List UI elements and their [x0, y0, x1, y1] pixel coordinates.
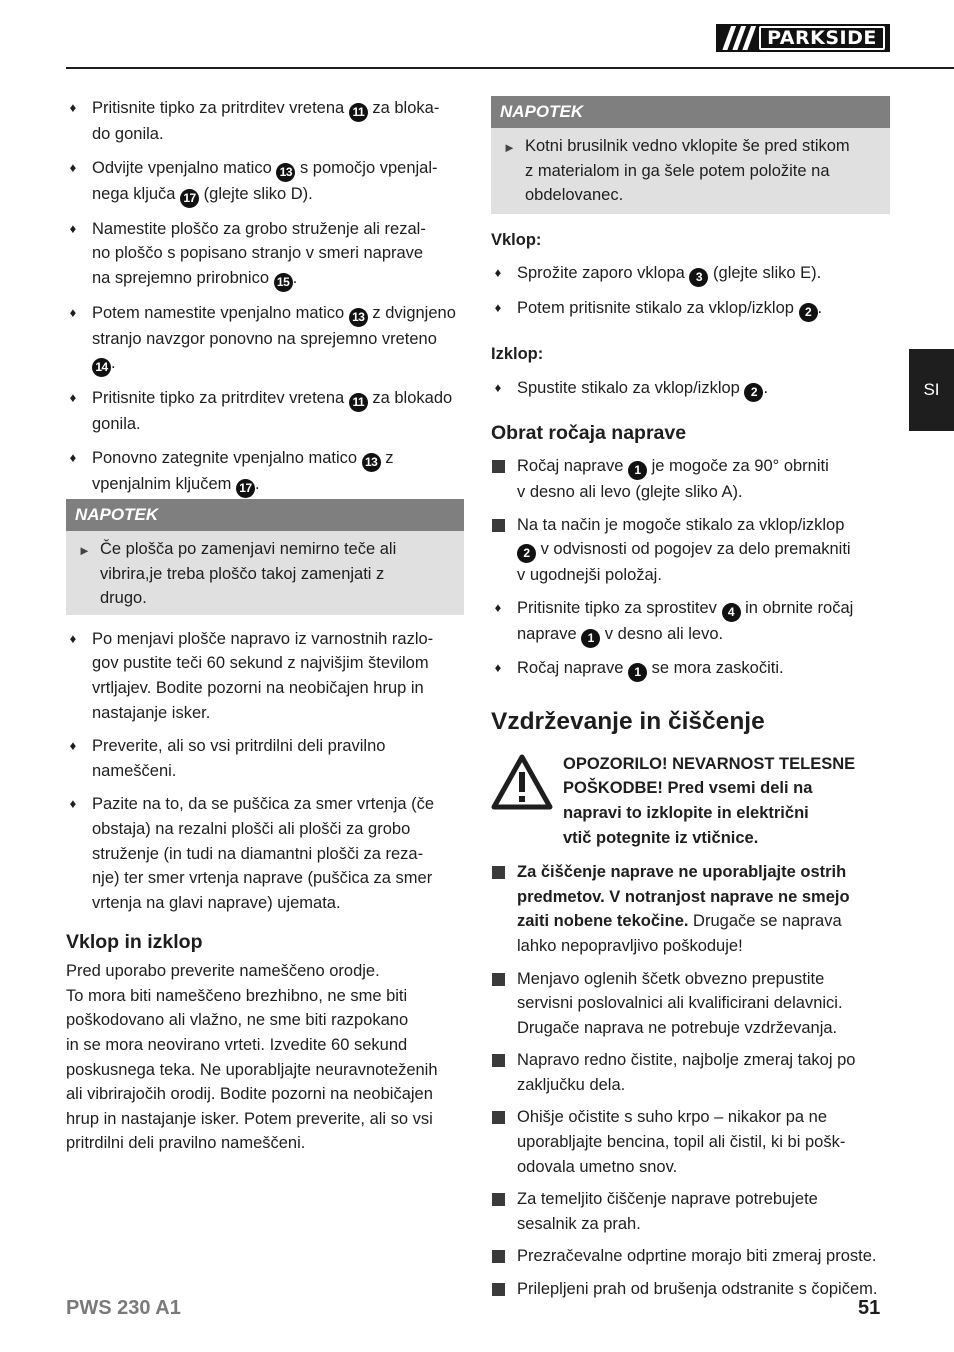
- list-item-text: [92, 386, 464, 437]
- list-item: [491, 1244, 890, 1269]
- section-paragraph: Pred uporabo preverite nameščeno orodje. To mora biti nameščeno brezhibno, ne sme biti poškodovano ali vlažno, ne sme biti razpokano in se mora neovirano vrteti. Izvedite 60 sekund poskusnega teka. Ne uporabljajte neuravnoteženih ali vibrirajočih orodij. Bodite pozorni na neobičajen hrup in nastajanje isker. Potem preverite, ali so vsi pritrdilni deli pravilno nameščeni.: [66, 962, 438, 1153]
- text-run: za blokado gonila.: [92, 389, 453, 434]
- text-run: Namestite ploščo za grobo struženje ali rezal- no ploščo s popisano stranjo v smeri naprave na sprejemno prirobnico: [92, 219, 426, 287]
- section-heading-vklop-izklop: Vklop in izklop: [66, 931, 203, 954]
- callout-number-icon: 14: [92, 358, 111, 377]
- list-item: [491, 596, 890, 648]
- list-item-text: [517, 1277, 890, 1302]
- list-item-text: [517, 376, 890, 402]
- diamond-bullet-icon: ♦: [69, 220, 77, 236]
- diamond-bullet-icon: ♦: [69, 796, 77, 812]
- list-item-text: [517, 296, 890, 322]
- text-run: .: [111, 354, 116, 373]
- text-run: Drugače se naprava lahko nepopravljivo poškoduje!: [517, 912, 842, 955]
- warning-block: [491, 752, 890, 850]
- label-izklop: Izklop:: [491, 345, 544, 364]
- left-bullet-list-2: [66, 627, 464, 916]
- text-run: Za temeljito čiščenje naprave potrebujete sesalnik za prah.: [517, 1190, 818, 1233]
- list-item: [66, 734, 464, 783]
- list-item-text: [92, 96, 464, 147]
- list-item: [491, 860, 890, 958]
- text-run: in obrnite ročaj naprave: [517, 598, 854, 643]
- list-item-text: [92, 627, 464, 725]
- list-item: [66, 217, 464, 292]
- maintenance-list: [491, 860, 890, 1302]
- diamond-bullet-icon: ♦: [494, 599, 502, 615]
- callout-number-icon: 3: [689, 268, 708, 287]
- text-run: je mogoče za 90° obrniti v desno ali levo (glejte sliko A).: [517, 456, 829, 501]
- callout-number-icon: 1: [628, 461, 647, 480]
- note-title: NAPOTEK: [66, 499, 464, 531]
- diamond-bullet-icon: ♦: [69, 100, 77, 115]
- text-run: Sprožite zaporo vklopa: [517, 264, 690, 283]
- list-item-text: [517, 596, 890, 648]
- text-run: Pazite na to, da se puščica za smer vrtenja (če obstaja) na rezalni plošči ali plošči za grobo struženje (in tudi na diamantni plošči za reza- nje) ter smer vrtenja naprave (puščica za smer vrtenja na glavi naprave) ujemata.: [92, 795, 435, 912]
- text-run: Pritisnite tipko za sprostitev: [517, 598, 722, 617]
- list-item: [66, 446, 464, 498]
- callout-number-icon: 2: [799, 303, 818, 322]
- text-run: (glejte sliko D).: [199, 184, 313, 203]
- list-item: [491, 1105, 890, 1179]
- list-item-text: [517, 513, 890, 588]
- language-tab-label: SI: [923, 380, 940, 399]
- warning-triangle-icon: [491, 754, 553, 810]
- callout-number-icon: 17: [236, 479, 255, 498]
- bold-text: Za čiščenje naprave ne uporabljajte ostrih predmetov. V notranjost naprave ne smejo zaiti nobene tekočine.: [517, 863, 850, 931]
- square-bullet-icon: [491, 1277, 505, 1304]
- diamond-bullet-icon: ♦: [494, 659, 502, 675]
- note-title: NAPOTEK: [491, 96, 890, 128]
- text-run: Po menjavi plošče napravo iz varnostnih razlo- gov pustite teči 60 sekund z najvišjim številom vrtljajev. Bodite pozorni na neobičajen hrup in nastajanje isker.: [92, 629, 434, 722]
- text-run: s pomočjo vpenjal- nega ključa: [92, 158, 438, 203]
- callout-number-icon: 13: [276, 163, 295, 182]
- diamond-bullet-icon: ♦: [69, 304, 77, 320]
- text-run: Menjavo oglenih ščetk obvezno prepustite servisni poslovalnici ali kvalificirani delavnici. Drugače naprava ne potrebuje vzdrževanja.: [517, 969, 843, 1037]
- list-item: [491, 261, 890, 287]
- text-run: Pritisnite tipko za pritrditev vretena: [92, 99, 349, 117]
- list-item-text: [517, 1048, 890, 1097]
- square-bullet-icon: [491, 1048, 505, 1075]
- list-item-text: [517, 656, 890, 682]
- callout-number-icon: 15: [274, 273, 293, 292]
- text-run: .: [254, 474, 260, 493]
- square-bullet-icon: [491, 513, 505, 540]
- diamond-bullet-icon: ♦: [69, 449, 77, 465]
- list-item-text: [517, 454, 890, 505]
- list-item-text: [517, 967, 890, 1041]
- obrat-list: [491, 454, 890, 682]
- text-run: Spustite stikalo za vklop/izklop: [517, 378, 745, 397]
- callout-number-icon: 13: [362, 453, 381, 472]
- vklop-list: [491, 261, 890, 322]
- text-run: Potem pritisnite stikalo za vklop/izklop: [517, 299, 799, 318]
- text-run: .: [817, 299, 823, 318]
- text-run: Prilepljeni prah od brušenja odstranite s čopičem.: [517, 1280, 878, 1299]
- right-note-box: [491, 96, 890, 214]
- text-run: .: [763, 378, 769, 397]
- left-note-box: [66, 499, 464, 615]
- section-heading-obrat-rocaja: Obrat ročaja naprave: [491, 421, 687, 444]
- list-item: [491, 1277, 890, 1302]
- list-item-text: [92, 446, 464, 498]
- text-run: Preverite, ali so vsi pritrdilni deli pravilno nameščeni.: [92, 737, 386, 780]
- list-item: [491, 1048, 890, 1097]
- callout-number-icon: 1: [628, 663, 647, 682]
- arrow-icon: ►: [78, 542, 91, 558]
- square-bullet-icon: [491, 1105, 505, 1132]
- note-text: Kotni brusilnik vedno vklopite še pred stikom z materialom in ga šele potem položite na obdelovanec.: [525, 137, 850, 205]
- text-run: .: [292, 268, 298, 287]
- header-rule: [66, 67, 954, 69]
- callout-number-icon: 13: [349, 308, 368, 327]
- text-run: Ročaj naprave: [517, 658, 628, 677]
- list-item: [491, 376, 890, 402]
- list-item-text: [92, 301, 464, 378]
- logo-brand-text: PARKSIDE: [759, 26, 885, 50]
- list-item: [66, 386, 464, 437]
- diamond-bullet-icon: ♦: [69, 159, 77, 175]
- text-run: z vpenjalnim ključem: [92, 448, 394, 493]
- square-bullet-icon: [491, 860, 505, 887]
- text-run: Napravo redno čistite, najbolje zmeraj takoj po zaključku dela.: [517, 1051, 856, 1094]
- callout-number-icon: 11: [349, 103, 368, 122]
- left-column: [66, 96, 464, 1156]
- callout-number-icon: 11: [349, 393, 368, 412]
- text-run: v desno ali levo.: [600, 624, 724, 643]
- list-item-text: [517, 860, 890, 958]
- text-run: Prezračevalne odprtine morajo biti zmeraj proste.: [517, 1247, 877, 1266]
- list-item: [491, 513, 890, 588]
- list-item-text: [92, 734, 464, 783]
- section-heading-vzdrzevanje: Vzdrževanje in čiščenje: [491, 707, 765, 735]
- list-item: [491, 1187, 890, 1236]
- right-column: [491, 96, 890, 1302]
- footer-model: PWS 230 A1: [66, 1297, 181, 1319]
- diamond-bullet-icon: ♦: [494, 300, 502, 316]
- list-item: [491, 454, 890, 505]
- text-run: Ročaj naprave: [517, 456, 628, 475]
- warning-text: OPOZORILO! NEVARNOST TELESNE POŠKODBE! Pred vsemi deli na napravi to izklopite in električni vtič potegnite iz vtičnice.: [563, 754, 856, 847]
- callout-number-icon: 4: [722, 603, 741, 622]
- izklop-list: [491, 376, 890, 402]
- language-tab: [909, 349, 954, 431]
- text-run: (glejte sliko E).: [708, 264, 822, 283]
- list-item: [66, 156, 464, 208]
- text-run: Odvijte vpenjalno matico: [92, 158, 277, 177]
- arrow-icon: ►: [503, 140, 516, 155]
- text-run: Ohišje očistite s suho krpo – nikakor pa ne uporabljajte bencina, topil ali čistil, ki bi poškodovala umetno snov.: [517, 1108, 846, 1176]
- square-bullet-icon: [491, 1187, 505, 1214]
- text-run: Potem namestite vpenjalno matico: [92, 303, 349, 322]
- list-item: [66, 627, 464, 725]
- list-item: [491, 296, 890, 322]
- note-text: Če plošča po zamenjavi nemirno teče ali vibrira,je treba ploščo takoj zamenjati z drugo.: [100, 539, 397, 608]
- diamond-bullet-icon: ♦: [69, 390, 77, 406]
- square-bullet-icon: [491, 1244, 505, 1271]
- list-item-text: [92, 217, 464, 292]
- text-run: se mora zaskočiti.: [646, 658, 784, 677]
- callout-number-icon: 1: [581, 629, 600, 648]
- square-bullet-icon: [491, 967, 505, 994]
- list-item: [491, 967, 890, 1041]
- label-vklop: Vklop:: [491, 230, 542, 249]
- page-number: 51: [858, 1297, 881, 1319]
- left-bullet-list: [66, 96, 464, 498]
- text-run: za bloka- do gonila.: [92, 99, 440, 143]
- logo-slashes: [718, 26, 756, 50]
- list-item-text: [517, 1105, 890, 1179]
- list-item-text: [517, 1187, 890, 1236]
- diamond-bullet-icon: ♦: [494, 379, 502, 395]
- text-run: Ponovno zategnite vpenjalno matico: [92, 448, 362, 467]
- callout-number-icon: 2: [517, 544, 536, 563]
- text-run: v odvisnosti od pogojev za delo premakniti v ugodnejši položaj.: [517, 540, 851, 585]
- diamond-bullet-icon: ♦: [69, 738, 77, 754]
- callout-number-icon: 17: [180, 189, 199, 208]
- list-item: [66, 792, 464, 915]
- list-item-text: [517, 261, 890, 287]
- list-item: [66, 96, 464, 147]
- diamond-bullet-icon: ♦: [494, 265, 502, 281]
- text-run: Pritisnite tipko za pritrditev vretena: [92, 389, 349, 408]
- callout-number-icon: 2: [744, 383, 763, 402]
- diamond-bullet-icon: ♦: [69, 630, 77, 646]
- list-item: [66, 301, 464, 378]
- list-item-text: [92, 156, 464, 208]
- list-item: [491, 656, 890, 682]
- text-run: z dvignjeno stranjo navzgor ponovno na sprejemno vreteno: [92, 303, 456, 348]
- list-item-text: [92, 792, 464, 915]
- parkside-logo: [716, 24, 890, 52]
- square-bullet-icon: [491, 454, 505, 481]
- list-item-text: [517, 1244, 890, 1269]
- text-run: Na ta način je mogoče stikalo za vklop/izklop: [517, 515, 845, 534]
